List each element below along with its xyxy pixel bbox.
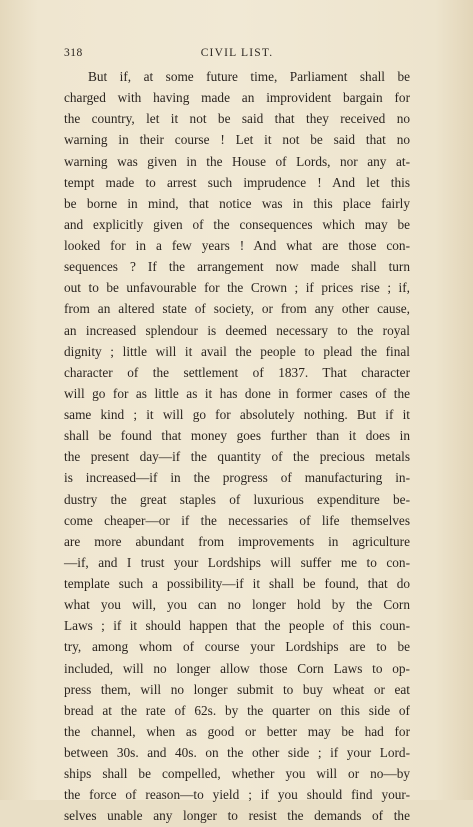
- text-line: selves unable any longer to resist the demands of the: [64, 808, 410, 824]
- text-line: sequences ? If the arrangement now made shall turn: [64, 259, 410, 275]
- text-line: from an altered state of society, or from any other cause,: [64, 301, 410, 317]
- text-line: press them, will no longer submit to buy wheat or eat: [64, 681, 410, 697]
- text-line: bread at the rate of 62s. by the quarter on this side of: [64, 702, 410, 718]
- text-line: the country, let it not be said that they received no: [64, 111, 410, 127]
- text-line: But if, at some future time, Parliament shall be: [88, 69, 410, 84]
- text-line: be borne in mind, that notice was in this place fairly: [64, 195, 410, 211]
- text-line: —if, and I trust your Lordships will suffer me to con-: [64, 554, 410, 570]
- text-line: the present day—if the quantity of the precious metals: [64, 449, 410, 465]
- text-line: try, among whom of course your Lordships are to be: [64, 639, 410, 655]
- text-line: dignity ; little will it avail the people to plead the final: [64, 343, 410, 359]
- text-line: ships shall be compelled, whether you will or no—by: [64, 766, 410, 782]
- text-line: shall be found that money goes further than it does in: [64, 428, 410, 444]
- text-line: the force of reason—to yield ; if you should find your-: [64, 787, 410, 803]
- text-line: tempt made to arrest such imprudence ! And let this: [64, 174, 410, 190]
- text-line: will go for as little as it has done in former cases of the: [64, 385, 410, 401]
- page-number: 318: [64, 47, 83, 59]
- text-line: an increased splendour is deemed necessary to the royal: [64, 322, 410, 338]
- text-line: between 30s. and 40s. on the other side ; if your Lord-: [64, 745, 410, 760]
- page-header: [64, 47, 410, 63]
- running-head: CIVIL LIST.: [200, 47, 274, 59]
- text-line: same kind ; it will go for absolutely nothing. But if it: [64, 407, 410, 422]
- text-line: template such a possibility—if it shall be found, that do: [64, 576, 410, 591]
- text-line: looked for in a few years ! And what are those con-: [64, 238, 410, 253]
- text-line: warning was given in the House of Lords, nor any at-: [64, 153, 410, 169]
- text-line: what you will, you can no longer hold by the Corn: [64, 597, 410, 613]
- text-line: included, will no longer allow those Corn Laws to op-: [64, 660, 410, 676]
- text-line: are more abundant from improvements in agriculture: [64, 533, 410, 549]
- text-line: and explicitly given of the consequences which may be: [64, 216, 410, 232]
- text-line: warning in their course ! Let it not be said that no: [64, 132, 410, 148]
- text-line: is increased—if in the progress of manufacturing in-: [64, 470, 410, 486]
- text-line: out to be unfavourable for the Crown ; if prices rise ; if,: [64, 280, 410, 296]
- text-line: dustry the great staples of luxurious expenditure be-: [64, 491, 410, 507]
- text-line: come cheaper—or if the necessaries of life themselves: [64, 512, 410, 528]
- text-line: charged with having made an improvident bargain for: [64, 90, 410, 106]
- text-line: character of the settlement of 1837. That character: [64, 364, 410, 380]
- text-line: Laws ; if it should happen that the people of this coun-: [64, 618, 410, 634]
- text-line: the channel, when as good or better may be had for: [64, 723, 410, 739]
- body-text: [64, 66, 410, 827]
